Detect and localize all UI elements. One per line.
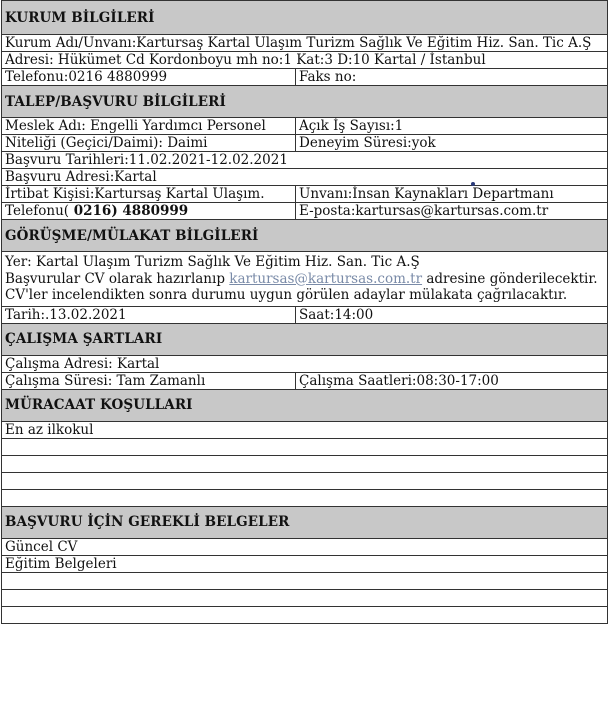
talep-telefon [2,203,296,220]
meslek-adi: Meslek Adı: Engelli Yardımcı Personel [2,118,296,135]
belgeler-item-2: Eğitim Belgeleri [2,555,608,572]
talep-telefon-value: 0216) 4880999 [69,203,189,219]
muracaat-empty-row [2,489,608,506]
muracaat-header: MÜRACAAT KOŞULLARI [2,389,608,421]
kurum-adres: Adresi: Hükümet Cd Kordonboyu mh no:1 Kat:3 D:10 Kartal / İstanbul [2,52,608,69]
deneyim-suresi: Deneyim Süresi:yok [296,135,608,152]
section-belgeler-header [2,506,608,538]
talep-header: TALEP/BAŞVURU BİLGİLERİ [2,86,608,118]
ink-dot-mark [471,182,475,186]
belgeler-header: BAŞVURU İÇİN GEREKLİ BELGELER [2,506,608,538]
section-calisma-header [2,323,608,355]
belgeler-empty-row [2,589,608,606]
belgeler-item-1: Güncel CV [2,538,608,555]
gorusme-line2-post: adresine gönderilecektir. [422,270,598,287]
irtibat-kisisi: İrtibat Kişisi:Kartursaş Kartal Ulaşım. [2,186,296,203]
email-link[interactable]: kartursas@kartursas.com.tr [229,270,423,287]
gorusme-line2-pre: Başvurular CV olarak hazırlanıp [5,270,230,287]
gorusme-saat: Saat:14:00 [296,306,608,323]
unvani: Unvanı:İnsan Kaynakları Departmanı [296,186,608,203]
calisma-suresi: Çalışma Süresi: Tam Zamanlı [2,372,296,389]
kurum-adi: Kurum Adı/Unvanı:Kartursaş Kartal Ulaşım Turizm Sağlık Ve Eğitim Hiz. San. Tic A.Ş [2,35,608,52]
muracaat-item-1: En az ilkokul [2,421,608,438]
gorusme-header: GÖRÜŞME/MÜLAKAT BİLGİLERİ [2,220,608,252]
basvuru-tarihleri: Başvuru Tarihleri:11.02.2021-12.02.2021 [2,152,608,169]
talep-eposta: E-posta:kartursas@kartursas.com.tr [296,203,608,220]
kurum-header: KURUM BİLGİLERİ [2,1,608,35]
section-gorusme-header [2,220,608,252]
section-talep-header [2,86,608,118]
gorusme-tarih: Tarih:.13.02.2021 [2,306,296,323]
muracaat-empty-row [2,455,608,472]
kurum-telefon: Telefonu:0216 4880999 [2,69,296,86]
belgeler-empty-row [2,572,608,589]
calisma-saatleri: Çalışma Saatleri:08:30-17:00 [296,372,608,389]
muracaat-empty-row [2,472,608,489]
section-muracaat-header [2,389,608,421]
calisma-adresi: Çalışma Adresi: Kartal [2,355,608,372]
gorusme-yer: Yer: Kartal Ulaşım Turizm Sağlık Ve Eğitim Hiz. San. Tic A.Ş [5,254,420,270]
acik-is-sayisi: Açık İş Sayısı:1 [296,118,608,135]
gorusme-line3: CV'ler incelendikten sonra durumu uygun görülen adaylar mülakata çağrılacaktır. [5,287,568,303]
muracaat-empty-row [2,438,608,455]
niteligi: Niteliği (Geçici/Daimi): Daimi [2,135,296,152]
gorusme-line2 [5,271,604,288]
form-table [1,0,608,624]
calisma-header: ÇALIŞMA ŞARTLARI [2,323,608,355]
basvuru-adresi: Başvuru Adresi:Kartal [2,169,608,186]
belgeler-empty-row [2,606,608,623]
kurum-faks: Faks no: [296,69,608,86]
section-kurum-header [2,1,608,35]
talep-telefon-label: Telefonu( [5,203,70,219]
gorusme-details [2,252,608,307]
